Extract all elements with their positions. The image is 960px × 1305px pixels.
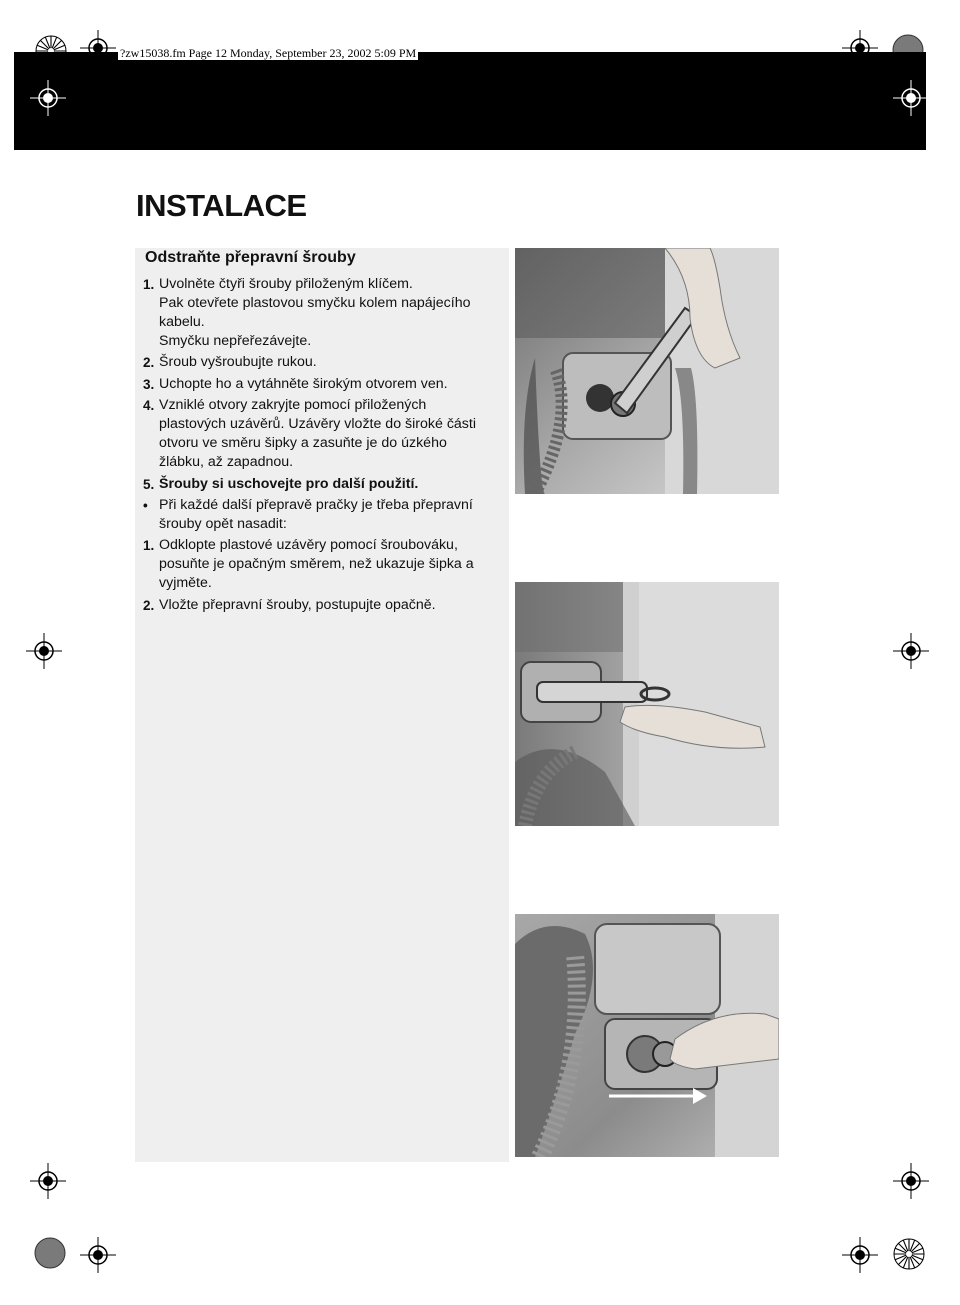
step-text-line: plastových uzávěrů. Uzávěry vložte do široké části [159, 416, 476, 433]
step-text-line: vyjměte. [159, 575, 212, 592]
instructions-panel [135, 248, 509, 1162]
step-text-line: otvoru ve směru šipky a zasuňte je do úzkého [159, 435, 447, 452]
color-wheel-icon [892, 1237, 926, 1271]
step-text-line: Šroub vyšroubujte rukou. [159, 354, 317, 371]
print-slug: ?zw15038.fm Page 12 Monday, September 23, 2002 5:09 PM [120, 46, 417, 60]
registration-mark-icon [26, 633, 62, 669]
step-text-line: Při každé další přepravě pračky je třeba přepravní [159, 496, 473, 513]
step-number: 1. [143, 538, 155, 554]
page-title: INSTALACE [136, 188, 307, 223]
step-number: 5. [143, 476, 155, 492]
step-text-line: žlábku, až zapadnou. [159, 454, 294, 471]
step-text-line: Smyčku nepřeřezávejte. [159, 333, 312, 349]
color-wheel-icon [34, 1237, 66, 1269]
registration-mark-icon [893, 633, 929, 669]
step-text-line: Odklopte plastové uzávěry pomocí šroubováku, [159, 537, 458, 554]
steps-list [143, 275, 499, 617]
photo-wrench-loosening-bolt [515, 248, 779, 494]
step-number: 2. [143, 597, 155, 613]
step-3 [143, 375, 499, 394]
step-text-line: Uvolněte čtyři šrouby přiloženým klíčem. [159, 276, 413, 292]
step-number: 4. [143, 398, 155, 414]
registration-mark-icon [30, 80, 66, 116]
step-text-line: Vzniklé otvory zakryjte pomocí přiložených [159, 397, 427, 414]
bullet-icon: • [143, 497, 148, 513]
reverse-step-2 [143, 596, 499, 615]
step-number: 1. [143, 277, 155, 292]
step-2 [143, 353, 499, 372]
registration-mark-icon [80, 1237, 116, 1273]
photo-pulling-bolt-out [515, 582, 779, 826]
step-text-line: Vložte přepravní šrouby, postupujte opačně. [159, 596, 436, 613]
photo-inserting-cap [515, 914, 779, 1157]
step-number: 3. [143, 376, 155, 392]
step-text-line: kabelu. [159, 314, 205, 330]
step-text-line: Pak otevřete plastovou smyčku kolem napájecího [159, 295, 471, 311]
header-bar [14, 52, 926, 150]
registration-mark-icon [30, 1163, 66, 1199]
reverse-step-1 [143, 536, 499, 593]
note-bullet [143, 496, 499, 534]
step-text-line: posuňte je opačným směrem, než ukazuje šipka a [159, 556, 474, 573]
step-4 [143, 396, 499, 472]
registration-mark-icon [893, 1163, 929, 1199]
step-text-line: šrouby opět nasadit: [159, 515, 287, 532]
section-heading: Odstraňte přepravní šrouby [145, 249, 356, 266]
registration-mark-icon [893, 80, 929, 116]
step-number: 2. [143, 355, 155, 371]
step-5 [143, 475, 499, 494]
registration-mark-icon [842, 1237, 878, 1273]
step-1 [143, 275, 499, 351]
step-text-line: Uchopte ho a vytáhněte širokým otvorem ven. [159, 375, 448, 392]
step-text-line: Šrouby si uschovejte pro další použití. [159, 475, 419, 492]
